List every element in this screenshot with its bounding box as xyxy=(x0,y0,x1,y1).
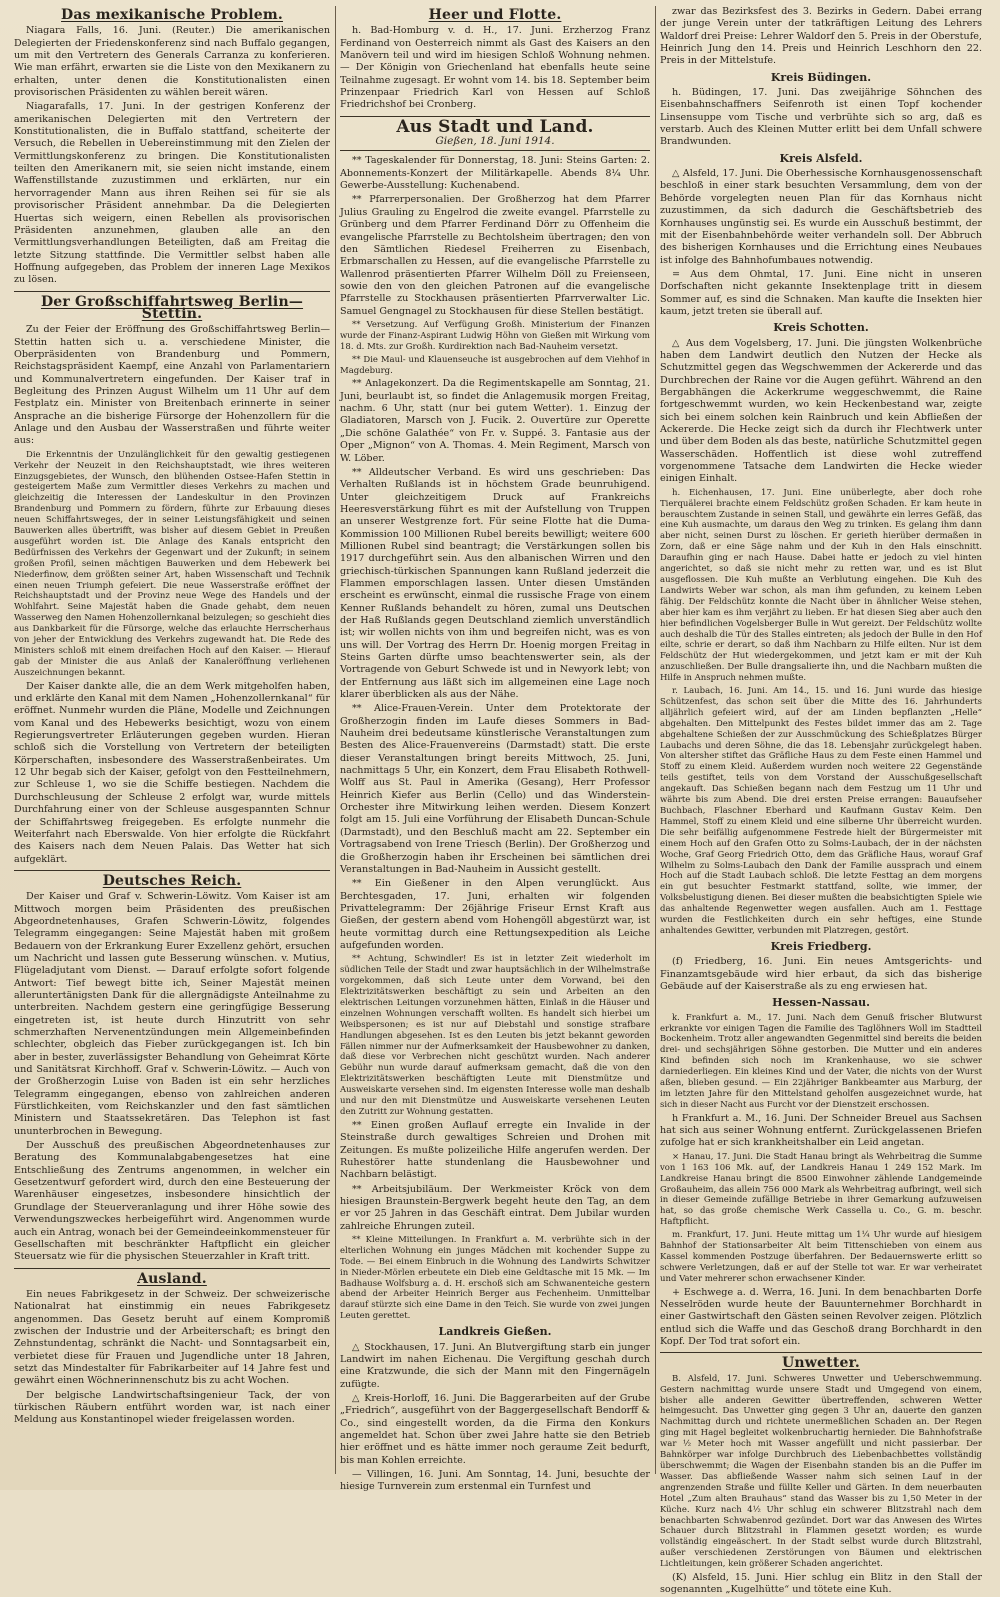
column-right xyxy=(660,6,982,1596)
subhead-landkreis: Landkreis Gießen. xyxy=(438,1325,552,1339)
article-paragraph: h Frankfurt a. M., 16. Juni. Der Schneider Breuel aus Sachsen hat sich aus seiner Wohnung entfernt. Zurückgelassenen Briefen zufolge hat er sich krankheitshalber ein Leid angetan. xyxy=(660,1112,982,1149)
article-paragraph: B. Alsfeld, 17. Juni. Schweres Unwetter und Ueberschwemmung. Gestern nachmittag wurde unsere Stadt und Umgegend von einem, bisher alle anderen Gewitter übertreffenden, schweren Wetter heimgesucht. Das Unwetter ging gegen 3 Uhr an, dauerte den ganzen Nachmittag durch und richtete unermeßlichen Schaden an. Der Regen ging mit Hagel begleitet wolkenbruchartig hernieder. Die Bahnhofstraße war ½ Meter hoch mit Wasser angefüllt und nicht passierbar. Der Bahnkörper war infolge Durchbruch des Liebenbachbettes vollständig überschwemmt; die Wagen der Eisenbahn standen bis an die Puffer im Wasser. Das abfließende Wasser nahm sich seinen Lauf in der angrenzenden Straße und füllte Keller und Gärten. In dem neuerbauten Hotel „Zum alten Brauhaus“ stand das Wasser bis zu 1,50 Meter in der Küche. Kurz nach 4½ Uhr schlug ein schwerer Blitzstrahl nach dem benachbarten Schwabenrod gezündet. Dort war das Anwesen des Wirtes Schauer durch Blitzstrahl in Flammen gesetzt worden; es wurde vollständig eingeäschert. In der Stadt selbst wurde durch Blitzstrahl, außer verschiedenen Zerstörungen von Bäumen und elektrischen Lichtleitungen, kein größerer Schaden angerichtet. xyxy=(660,1373,982,1570)
article-paragraph: ** Die Maul- und Klauenseuche ist ausgebrochen auf dem Viehhof in Magdeburg. xyxy=(340,354,650,376)
article-paragraph: △ Stockhausen, 17. Juni. An Blutvergiftung starb ein junger Landwirt im nahen Eichenau. Die Vergiftung geschah durch eine Kratzwunde, die sich der Mann mit den Fingernägeln zufügte. xyxy=(340,1341,650,1390)
headline-mexiko: Das mexikanische Problem. xyxy=(61,7,283,23)
dateline: Gießen, 18. Juni 1914. xyxy=(435,135,555,148)
headline-ausland: Ausland. xyxy=(137,1270,207,1287)
article-paragraph: ** Alldeutscher Verband. Es wird uns geschrieben: Das Verhalten Rußlands ist in höchstem Grade beunruhigend. Unter gleichzeitigem Druck auf Frankreichs Heeresverstärkung führt es mit der Aufstellung von Truppen an unserer Westgrenze fort. Für seine Flotte hat die Duma-Kommission 100 Millionen Rubel bereits bewilligt; weitere 600 Millionen Rubel sind beantragt; die Verstärkungen sollen bis 1917 durchgeführt sein. Aus den albanischen Wirren und den griechisch-türkischen Spannungen kann Rußland jederzeit die Flammen emporschlagen lassen. Unter diesen Umständen erscheint es erwünscht, einmal die russische Frage von einem Kenner Rußlands behandelt zu hören, zumal uns Deutschen der Haß Rußlands gegen Deutschland ziemlich unverständlich ist; wir wollen nichts von ihm und begreifen nicht, was es von uns will. Der Vortrag des Herrn Dr. Hoenig morgen Freitag in Steins Garten dürfte umso beachtenswerter sein, als der Vortragende von Geburt Schwede ist und in Newyork lebt; von der Entfernung aus läßt sich im allgemeinen eine Lage noch klarer überblicken als aus der Nähe. xyxy=(340,466,650,701)
article-paragraph: △ Kreis-Horloff, 16. Juni. Die Baggerarbeiten auf der Grube „Friedrich“, ausgeführt von der Baggergesellschaft Bendorff & Co., sind eingestellt worden, da die Firma den Konkurs angemeldet hat. Schon über zwei Jahre hatte sie den Betrieb hier eröffnet und es hätte immer noch geraume Zeit bedurft, bis man Kohlen erreichte. xyxy=(340,1392,650,1466)
article-paragraph: ** Anlagekonzert. Da die Regimentskapelle am Sonntag, 21. Juni, beurlaubt ist, so findet die Anlagemusik morgen Freitag, nachm. 6 Uhr, statt (nur bei gutem Wetter). 1. Einzug der Gladiatoren, Marsch von J. Fucik. 2. Ouvertüre zur Operette „Die schöne Galathée“ von Fr. v. Suppé. 3. Fantasie aus der Oper „Mignon“ von A. Thomas. 4. Mein Regiment, Marsch von W. Löber. xyxy=(340,378,650,464)
headline-reich: Deutsches Reich. xyxy=(102,872,242,889)
column-rule xyxy=(335,6,336,1474)
subhead-hessen-nassau: Hessen-Nassau. xyxy=(772,996,870,1010)
article-paragraph: m. Frankfurt, 17. Juni. Heute mittag um 1¼ Uhr wurde auf hiesigem Bahnhof der Stationsarbeiter Alt beim Tittenschieben von einem aus Kassel kommenden Postzuge überfahren. Der Bedauernswerte erlitt so schwere Verletzungen, daß er auf der Stelle tot war. Er war verheiratet und Vater mehrerer schon erwachsener Kinder. xyxy=(660,1230,982,1284)
section-divider xyxy=(660,1352,982,1353)
article-paragraph: ** Alice-Frauen-Verein. Unter dem Protektorate der Großherzogin finden im Laufe dieses Sommers in Bad-Nauheim drei bedeutsame künstlerische Veranstaltungen zum Besten des Alice-Frauenvereins (Darmstadt) statt. Die erste dieser Veranstaltungen bringt bereits Mittwoch, 25. Juni, nachmittags 5 Uhr, ein Konzert, dem Frau Elisabeth Rothwell-Wolff aus St. Paul in Amerika (Gesang), Herr Professor Heinrich Kiefer aus Berlin (Cello) und das Winderstein-Orchester ihre Mitwirkung leihen werden. Diesem Konzert folgt am 15. Juli eine Vorführung der Elisabeth Duncan-Schule (Darmstadt), und den Beschluß macht am 22. September ein Vortragsabend von Irene Triesch (Berlin). Der Großherzog und die Großherzogin haben ihr Erscheinen bei sämtlichen drei Veranstaltungen in Bad-Nauheim in Aussicht gestellt. xyxy=(340,703,650,875)
article-paragraph: ** Kleine Mitteilungen. In Frankfurt a. M. verbrühte sich in der elterlichen Wohnung ein junges Mädchen mit kochender Suppe zu Tode. — Bei einem Einbruch in die Wohnung des Landwirts Schwitzer in Nieder-Mörlen erbeutete ein Dieb eine Geldtasche mit 15 Mk. — Im Badhause Wolfsburg a. d. H. erschoß sich am Schwanenteiche gestern abend der Arbeiter Heinrich Berger aus Fechenheim. Unmittelbar darauf stürzte sich eine Dame in den Teich. Sie wurde von zwei jungen Leuten gerettet. xyxy=(340,1234,650,1322)
subhead-schotten: Kreis Schotten. xyxy=(773,321,869,335)
article-paragraph: = Aus dem Ohmtal, 17. Juni. Eine nicht in unseren Dorfschaften nicht gekannte Insektenplage tritt in diesem Sommer auf, es sind die Schnaken. Man kaufte die Insekten hier kaum, jetzt treten sie überall auf. xyxy=(660,268,982,317)
article-paragraph: Niagarafalls, 17. Juni. In der gestrigen Konferenz der amerikanischen Delegierten mit den Vertretern der Konstitutionalisten, die in Buffalo stattfand, scheiterte der Versuch, die Rebellen in Uebereinstimmung mit den Zielen der Vermittlungskonferenz zu bringen. Die Konstitutionalisten teilten den Amerikanern mit, sie seien nicht imstande, einem Waffenstillstande zuzustimmen und erklärten, nur ein hervorragender Mann aus ihren Reihen sei für sie als provisorischer Präsident annehmbar. Da die Delegierten Huertas sich weigern, einen Rebellen als provisorischen Präsidenten anzunehmen, glauben alle an den Vermittlungsverhandlungen Beteiligten, daß am Freitag die letzte Sitzung stattfinde. Die Vermittler selbst haben alle Hoffnung aufgegeben, das Problem der inneren Lage Mexikos zu lösen. xyxy=(14,101,330,286)
article-paragraph: ** Pfarrerpersonalien. Der Großherzog hat dem Pfarrer Julius Grauling zu Engelrod die zweite evangel. Pfarrstelle zu Grünberg und dem Pfarrer Ferdinand Dörr zu Offenheim die evangelische Pfarrstelle zu Bechtolsheim übertragen; den von den Sämtlichen Riedesel Freiherren zu Eisenbach, Erbmarschallen zu Hessen, auf die evangelische Pfarrstelle zu Wallenrod präsentierten Pfarrer Wilhelm Döll zu Freienseen, sowie den von den gleichen Patronen auf die evangelische Pfarrstelle zu Stockhausen präsentierten Pfarrverwalter Lic. Samuel Gengnagel zu Stockhausen für diese Stellen bestätigt. xyxy=(340,194,650,317)
column-left xyxy=(14,6,330,1476)
article-paragraph: + Eschwege a. d. Werra, 16. Juni. In dem benachbarten Dorfe Nesselröden wurde heute der Bauunternehmer Borchhardt in einer Gastwirtschaft den Gästen seinen Revolver zeigen. Plötzlich entlud sich die Waffe und das Geschoß drang Borchhardt in den Kopf. Der Tod trat sofort ein. xyxy=(660,1286,982,1348)
article-paragraph: k. Frankfurt a. M., 17. Juni. Nach dem Genuß frischer Blutwurst erkrankte vor einigen Tagen die Familie des Taglöhners Woll im Stadtteil Bockenheim. Trotz aller angewandten Gegenmittel sind bereits die beiden drei- und sechsjährigen Söhne gestorben. Die Mutter und ein anderes Kind befinden sich noch im Krankenhause, wo sie schwer darniederliegen. Ein kleines Kind und der Vater, die nichts von der Wurst aßen, blieben gesund. — Ein 22jähriger Bankbeamter aus Marburg, der im letzten Jahre für den Mittelstand geholfen ausgezeichnet wurde, hat sich in dieser Nacht aus Furcht vor der Dienstzeit erschossen. xyxy=(660,1012,982,1110)
article-paragraph: ** Tageskalender für Donnerstag, 18. Juni: Steins Garten: 2. Abonnements-Konzert der Militärkapelle. Abends 8¼ Uhr. Gewerbe-Ausstellung: Kuchenabend. xyxy=(340,155,650,192)
article-paragraph: zwar das Bezirksfest des 3. Bezirks in Gedern. Dabei errang der junge Verein unter der tatkräftigen Leitung des Lehrers Waldorf drei Preise: Lehrer Waldorf den 5. Preis in der Oberstufe, Heinrich Jung den 14. Preis und Heinrich Leschhorn den 22. Preis in der Mittelstufe. xyxy=(660,6,982,67)
headline-heer: Heer und Flotte. xyxy=(428,7,562,23)
article-paragraph: r. Laubach, 16. Juni. Am 14., 15. und 16. Juni wurde das hiesige Schützenfest, das schon seit über die Mitte des 16. Jahrhunderts alljährlich gefeiert wird, auf der am Linden bepflanzten „Helle“ abgehalten. Den Mittelpunkt des Festes bildet immer das am 2. Tage abgehaltene Schießen der zur Ausschmückung des Schießplatzes Bürger Laubachs und deren Söhne, die das 18. Lebensjahr zurückgelegt haben. Von altersher stiftet das Gräfliche Haus zu dem Feste einen Hammel und Stoff zu einem Kleid. Außerdem wurden noch weitere 22 Gegenstände teils gestiftet, teils von dem Vorstand der Ausschußgesellschaft angekauft. Das Schießen begann nach dem Festzug um 11 Uhr und währte bis zum Abend. Die drei ersten Preise errangen: Bauaufseher Buchbach, Flaschner Eberhard und Kaufmann Gustav Keim. Den Hammel, Stoff zu einem Kleid und eine silberne Uhr überreicht wurden. Die sehr beifällig aufgenommene Festrede hielt der Bürgermeister mit einem Hoch auf den Grafen Otto zu Solms-Laubach, der in der nächsten Woche, Graf Georg Friedrich Otto, dem das Gräfliche Haus, worauf Graf Wilhelm zu Solms-Laubach den Dank der Familie aussprach und einem Hoch auf die Stadt Laubach schloß. Die letzte Festtag an dem morgens ein gut besuchter Festmarkt stattfand, sollte, wie immer, der Volksbelustigung dienen. Bei dieser mußten die beabsichtigten Spiele wie das anhaltende Regenwetter wegen ausfallen. Auch am 1. Festtage wurden die Festlichkeiten durch ein sehr heftiges, eine Stunde anhaltendes Gewitter, verbunden mit Platzregen, gestört. xyxy=(660,686,982,936)
article-paragraph: Die Erkenntnis der Unzulänglichkeit für den gewaltig gestiegenen Verkehr der Neuzeit in den Reichshauptstadt, wie ihres weiteren Einzugsgebietes, der Wunsch, den blühenden Ostsee-Hafen Stettin in gesteigertem Maße zum Vermittler dieses Verkehrs zu machen und gleichzeitig die Interessen der Landeskultur in den Provinzen Brandenburg und Pommern zu fördern, führte zur Erbauung dieses neuen Schiffahrtsweges, der in seiner Leistungsfähigkeit und seinen Bauwerken alles übertrifft, was bisher auf diesem Gebiet in Preußen ausgeführt worden ist. Die Anlage des Kanals entspricht den Bedürfnissen des Verkehrs der Gegenwart und der Zukunft; in seinem großen Profil, seinen mächtigen Bauwerken und dem Hebewerk bei Niederfinow, dem größten seiner Art, haben Wissenschaft und Technik einen neuen Triumph gefeiert. Die neue Wasserstraße eröffnet der Reichshauptstadt und der Provinz neue Wege des Handels und der Wohlfahrt. Seine Majestät haben die Gnade gehabt, dem neuen Wasserweg den Namen Hohenzollernkanal beizulegen; so geschieht dies aus Dankbarkeit für die Fürsorge, welche das erlauchte Herrscherhaus von jeher der Entwicklung des Verkehrs zugewandt hat. Die Rede des Ministers schloß mit einem dreifachen Hoch auf den Kaiser. — Hierauf gab der Minister die aus Anlaß der Kanaleröffnung verliehenen Auszeichnungen bekannt. xyxy=(14,449,330,678)
article-paragraph: ** Ein Gießener in den Alpen verunglückt. Aus Berchtesgaden, 17. Juni, erhalten wir folgenden Privattelegramm: Der 26jährige Friseur Ernst Kraft aus Gießen, der gestern abend vom Hohengöll abgestürzt war, ist heute vormittag durch eine Rettungsexpedition als Leiche aufgefunden worden. xyxy=(340,878,650,951)
dateline-rule xyxy=(340,150,650,151)
subhead-buedingen: Kreis Büdingen. xyxy=(770,70,872,84)
article-paragraph: Der Kaiser und Graf v. Schwerin-Löwitz. Vom Kaiser ist am Mittwoch morgen beim Präsidenten des preußischen Abgeordnetenhauses, Grafen Schwerin-Löwitz, folgendes Telegramm eingegangen: Seine Majestät haben mit großem Bedauern von der Erkrankung Eurer Exzellenz gehört, ersuchen um Nachricht und lassen gute Besserung wünschen. v. Mutius, Flügeladjutant vom Dienst. — Darauf erfolgte sofort folgende Antwort: Tief bewegt bitte ich, Seiner Majestät meinen alleruntertänigsten Dank für die allergnädigste Anteilnahme zu unterbreiten. Nachdem gestern eine geringfügige Besserung eingetreten ist, ist heute durch Hinzutritt von sehr schmerzhaften Nervenentzündungen mein Allgemeinbefinden schlechter, obgleich das Fieber zurückgegangen ist. Ich bin aber in bester, zuverlässigster Behandlung von Geheimrat Körte und Sanitätsrat Kirchhoff. Graf v. Schwerin-Löwitz. — Auch von der Großherzogin Luise von Baden ist ein sehr herzliches Telegramm eingegangen, ebenso von zahlreichen anderen Fürstlichkeiten, vom Reichskanzler und den fast sämtlichen Ministern und Staatssekretären. Das Telephon ist fast ununterbrochen in Bewegung. xyxy=(14,891,330,1137)
article-paragraph: Der Kaiser dankte alle, die an dem Werk mitgeholfen haben, und erklärte den Kanal mit dem Namen „Hohenzollernkanal“ für eröffnet. Nunmehr wurden die Pläne, Modelle und Zeichnungen vom Kanal und des Hebewerks besichtigt, wozu von einem Regierungsvertreter Erläuterungen gegeben wurden. Hieran schloß sich die Vorstellung von Vertretern der beteiligten Körperschaften, insbesondere des Wasserstraßenbeirates. Um 12 Uhr begab sich der Kaiser, gefolgt von den Festteilnehmern, zur Schleuse 1, wo sie die Schiffe bestiegen. Nachdem die Durchschleusung der Schleuse 2 erfolgt war, wurde mittels Durchfahrung einer von der Schleuse ausgespannten Schnur der Schiffahrtsweg freigegeben. Es erfolgte nunmehr die Weiterfahrt nach Eberswalde. Von hier erfolgte die Rückfahrt des Kaisers nach dem Neuen Palais. Das Wetter hat sich aufgeklärt. xyxy=(14,680,331,865)
article-paragraph: Niagara Falls, 16. Juni. (Reuter.) Die amerikanischen Delegierten der Friedenskonferenz sind nach Buffalo gegangen, um mit den Vertretern des Generals Carranza zu konferieren. Wie man erfährt, erwarten sie die Liste von den Mexikanern zu erhalten, unter denen die Konstitutionalisten einen provisorischen Präsidenten zu wählen bereit wären. xyxy=(14,25,330,99)
article-paragraph: △ Aus dem Vogelsberg, 17. Juni. Die jüngsten Wolkenbrüche haben dem Landwirt deutlich den Nutzen der Hecke als Schutzmittel gegen das Wegschwemmen der Ackererde und das Durchbrechen der Raine vor die Augen geführt. Während an den Bergabhängen die Ackerkrume weggeschwemmt, die Raine fortgeschwemmt wurden, wo kein Heckenbestand war, zeigte sich bei einem solchen kein Rainbruch und kein Abfließen der Ackererde. Die Hecke zeigt sich da durch ihr Flechtwerk unter und über dem Boden als das beste, natürliche Schutzmittel gegen Wasserschäden. Hoffentlich ist diese wohl zutreffend vorgenommene Tatsache dem Landwirten die Hecke wieder einigen Einhalt. xyxy=(660,337,982,485)
headline-kanal: Der Großschiffahrtsweg Berlin—Stettin. xyxy=(40,293,304,322)
article-paragraph: Zu der Feier der Eröffnung des Großschiffahrtsweg Berlin—Stettin hatten sich u. a. verschiedene Minister, die Oberpräsidenten von Brandenburg und Pommern, Reichstagspräsident Kaempf, eine Anzahl von Parlamentariern und Kommunalvertretern eingefunden. Der Kaiser traf in Begleitung des Prinzen August Wilhelm um 11 Uhr auf dem Festplatz ein. Minister von Breitenbach erinnerte in seiner Ansprache an die bisherige Fürsorge der Hohenzollern für die Anlage und den Ausbau der Wasserstraßen und führte weiter aus: xyxy=(14,324,330,447)
article-paragraph: Der Ausschuß des preußischen Abgeordnetenhauses zur Beratung des Kommunalabgabengesetzes hat eine Entschließung des Zentrums angenommen, in welcher ein Gesetzentwurf gefordert wird, durch den eine Besteuerung der Warenhäuser eingesetzes, insbesondere hinsichtlich der Grundlage der Steuerveranlagung und ihrer Höhe sowie des Verwendungszweckes herbeigeführt wird. Angenommen wurde auch ein Antrag, wonach bei der Gemeindeeinkommensteuer für Gesellschaften mit beschränkter Haftpflicht ein gleicher Steuersatz wie für die physischen Steuerzahler in Kraft tritt. xyxy=(14,1140,330,1263)
article-paragraph: ** Achtung, Schwindler! Es ist in letzter Zeit wiederholt im südlichen Teile der Stadt und zwar hauptsächlich in der Wilhelmstraße vorgekommen, daß sich Leute unter dem Vorwand, bei den Elektrizitätswerken beschäftigt zu sein und Arbeiten an den elektrischen Leitungen vorzunehmen hätten, Einlaß in die Häuser und einzelnen Wohnungen verschafft wollten. Es handelt sich hierbei um Weibspersonen; es ist nur auf Diebstahl und sonstige strafbare Handlungen abgesehen. Ist es den Leuten bis jetzt bekannt geworden Fällen nimmer nur der Aufmerksamkeit der Hausbewohner zu danken, daß diese vor Verbrechen nicht geschützt wurden. Nach anderer Gebühr nun wurde darauf aufmerksam gemacht, daß die von den Elektrizitätswerken beschäftigten Leute mit Dienstmütze und Ausweiskarte versehen sind. Im eigensten Interesse wolle man deshalb und nur den mit Dienstmütze und Ausweiskarte versehenen Leuten den Zutritt zur Wohnung gestatten. xyxy=(340,954,650,1117)
article-paragraph: ** Versetzung. Auf Verfügung Großh. Ministerium der Finanzen wurde der Finanz-Aspirant Ludwig Höhn von Gießen mit Wirkung vom 18. d. Mts. zur Großh. Kurdirektion nach Bad-Nauheim versetzt. xyxy=(340,319,650,352)
article-paragraph: — Villingen, 16. Juni. Am Sonntag, 14. Juni, besuchte der hiesige Turnverein zum erstenmal ein Turnfest und xyxy=(340,1468,650,1493)
article-paragraph: (K) Alsfeld, 15. Juni. Hier schlug ein Blitz in den Stall der sogenannten „Kugelhütte“ und tötete eine Kuh. xyxy=(660,1572,982,1596)
article-paragraph: ** Arbeitsjubiläum. Der Werkmeister Kröck von dem hiesigen Braunstein-Bergwerk begeht heute den Tag, an dem er vor 25 Jahren in das Geschäft eintrat. Dem Jubilar wurden zahlreiche Ehrungen zuteil. xyxy=(340,1183,650,1232)
article-paragraph: h. Bad-Homburg v. d. H., 17. Juni. Erzherzog Franz Ferdinand von Oesterreich nimmt als Gast des Kaisers an den Manövern teil und wird im hiesigen Schloß Wohnung nehmen. — Der Königin von Griechenland hat ebenfalls heute seine Teilnahme zugesagt. Er wohnt vom 14. bis 18. September beim Prinzenpaar Friedrich Karl von Hessen auf Schloß Friedrichshof bei Cronberg. xyxy=(340,25,650,111)
section-divider xyxy=(14,291,330,292)
article-paragraph: Der belgische Landwirtschaftsingenieur Tack, der von türkischen Räubern entführt worden war, ist nach einer Meldung aus Konstantinopel wieder freigelassen worden. xyxy=(14,1389,330,1426)
article-paragraph: × Hanau, 17. Juni. Die Stadt Hanau bringt als Wehrbeitrag die Summe von 1 163 106 Mk. auf, der Landkreis Hanau 1 249 152 Mark. Im Landkreise Hanau bringt die 8500 Einwohner zählende Landgemeinde Großauheim, das allein 756 000 Mark als Wehrbeitrag aufbringt, weil sich in dieser Gemeinde zufällige Betriebe in ihrer Gemarkung aufzuweisen hat, so das große chemische Werk Cassella u. Co., G. m. beschr. Haftpflicht. xyxy=(660,1151,982,1228)
article-paragraph: Ein neues Fabrikgesetz in der Schweiz. Der schweizerische Nationalrat hat einstimmig ein neues Fabrikgesetz angenommen. Das Gesetz beruht auf einem Kompromiß zwischen der Industrie und der Arbeiterschaft; es bringt den Zehnstundentag, schränkt die Nacht- und Sonntagsarbeit ein, verbietet diese für Frauen und Jugendliche unter 18 Jahren, setzt das Mindestalter für Fabrikarbeiter auf 14 Jahre fest und gewährt einen Wöchnerinnenschutz bis zu acht Wochen. xyxy=(14,1288,330,1387)
article-paragraph: ** Einen großen Auflauf erregte ein Invalide in der Steinstraße durch gewaltiges Schreien und Drohen mit Zeitungen. Es mußte polizeiliche Hilfe angerufen werden. Der Ruhestörer hatte stundenlang die Hausbewohner und Nachbarn belästigt. xyxy=(340,1119,650,1181)
headline-stadt: Aus Stadt und Land. xyxy=(396,116,594,137)
article-paragraph: h. Büdingen, 17. Juni. Das zweijährige Söhnchen des Eisenbahnschaffners Seifenroth ist einen Topf kochender Linsensuppe vom Tische und verbrühte sich so arg, daß es verstarb. Auch des Kleinen Mutter erlitt bei dem Unfall schwere Brandwunden. xyxy=(660,87,982,148)
section-divider xyxy=(14,1268,330,1269)
article-paragraph: (f) Friedberg, 16. Juni. Ein neues Amtsgerichts- und Finanzamtsgebäude wird hier erbaut, da sich das bisherige Gebäude auf der Kaiserstraße als zu eng erwiesen hat. xyxy=(660,956,982,992)
column-rule xyxy=(655,6,656,1474)
article-paragraph: h. Eichenhausen, 17. Juni. Eine unüberlegte, aber doch rohe Tierquälerei brachte einem Feldschütz großen Schaden. Er kam heute in berauschtem Zustande in seinen Stall, und gewährte ein lerres Gefäß, das eine Kuh ausmachte, um daraus den Weg zu trinken. Es gelang ihm dann aber nicht, seinen Durst zu löschen. Er gerieth hierüber dermaßen in Zorn, daß er eine Säge nahm und der Kuh in den Hals einschnitt. Daraufhin ging er nach Hause. Dabei hatte er jedoch zu viel hinten angerichtet, so daß sie nicht mehr zu retten war, und es ist Blut ausgeflossen. Die Kuh mußte an Verblutung eingehen. Die Kuh des Landwirts Weber war schon, als man ihm gefunden, zu keinem Leben fähig. Der Feldschütz konnte die Nacht über in ähnlicher Weise stehen, aber hier kam es ihm verjährt zu lieben. Er hat diesen Sieg aber auch den hier befindlichen Vogelsberger Bulle in Wut gereizt. Der Feldschütz wollte auch deshalb die Tür des Stalles eintreten; als jedoch der Bulle in den Hof eilte, schrie er derart, so daß ihm Nachbarn zu Hilfe eilten. Nur ist dem Feldschütz der Hut wiedergekommen, und jetzt kam er mit der Kuh anzuschließen. Der Bulle drangsalierte ihn, und die Nachbarn mußten die Hilfe in Anspruch nehmen mußte. xyxy=(660,487,982,684)
section-divider xyxy=(14,870,330,871)
subhead-friedberg: Kreis Friedberg. xyxy=(770,939,872,953)
headline-unwetter: Unwetter. xyxy=(782,1355,860,1372)
article-paragraph: △ Alsfeld, 17. Juni. Die Oberhessische Kornhausgenossenschaft beschloß in einer stark besuchten Versammlung, dem von der Behörde vorgelegten neuen Plan für das Kornhaus nicht zuzustimmen, da sich dadurch die Geschäftsbetrieb des Kornhauses ungünstig sei. Es wurde ein Ausschuß bestimmt, der mit der Eisenbahnbehörde weiter verhandeln soll. Der Abbruch des bisherigen Kornhauses und die Errichtung eines Neubaues ist infolge des Bahnhofumbaues notwendig. xyxy=(660,168,982,266)
column-middle xyxy=(340,6,650,1493)
subhead-alsfeld: Kreis Alsfeld. xyxy=(779,151,863,165)
